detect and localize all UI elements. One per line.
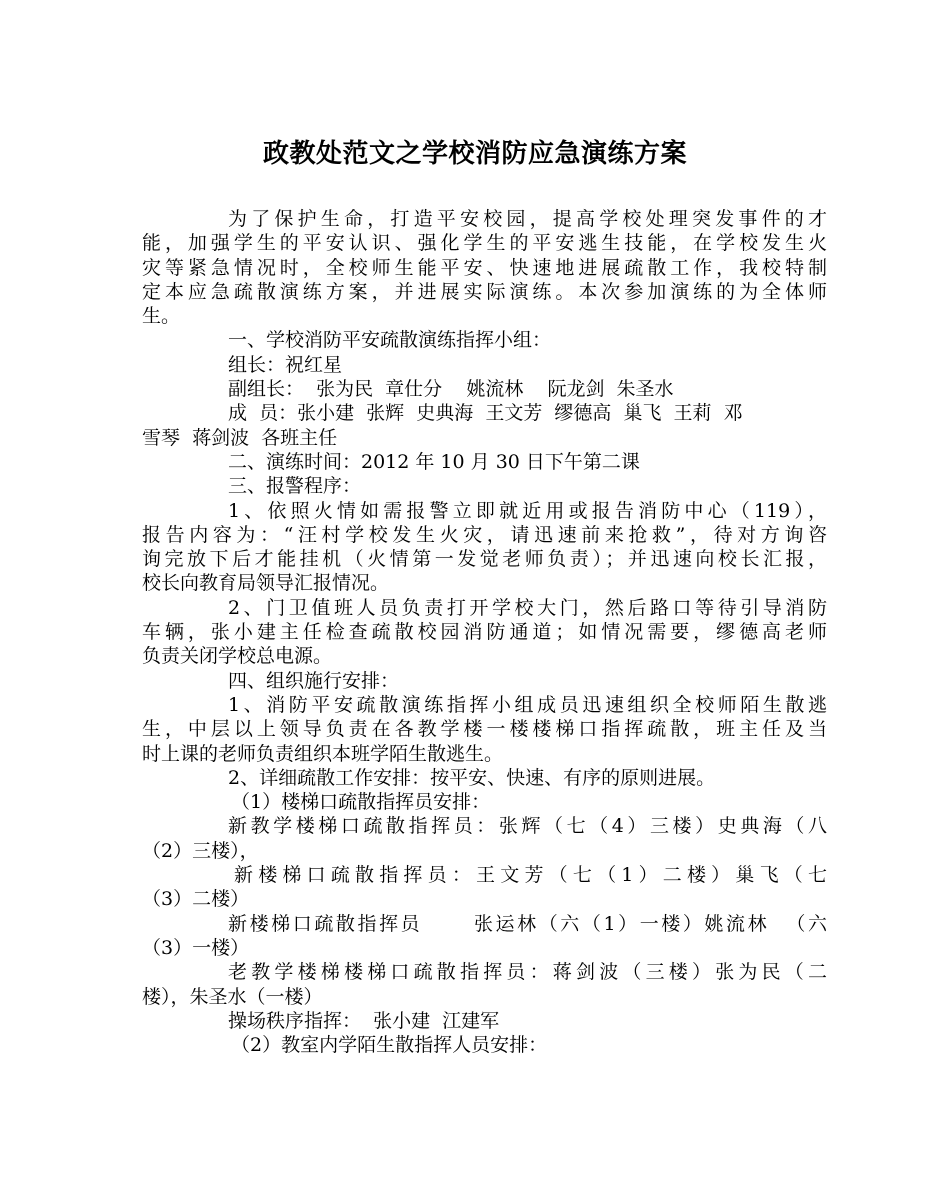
text-line: 老教学楼梯楼梯口疏散指挥员：蒋剑波（三楼）张为民（二 (228, 961, 827, 984)
document-title: 政教处范文之学校消防应急演练方案 (262, 139, 687, 169)
text-line: 校长向教育局领导汇报情况。 (142, 572, 390, 595)
text-line: 负责关闭学校总电源。 (142, 645, 333, 668)
text-line: 能，加强学生的平安认识、强化学生的平安逃生技能，在学校发生火 (142, 232, 827, 255)
text-line: 楼），朱圣水（一楼） (142, 985, 323, 1008)
text-line: 新楼梯口疏散指挥员：王文芳（七（1）二楼）巢飞（七 (234, 864, 827, 887)
text-line: 生，中层以上领导负责在各教学楼一楼楼梯口指挥疏散，班主任及当 (142, 718, 827, 741)
text-line: 灾等紧急情况时，全校师生能平安、快速地进展疏散工作，我校特制 (142, 256, 827, 279)
text-line: （2）三楼）， (142, 839, 259, 862)
section-heading: 四、组织施行安排： (228, 669, 400, 692)
text-line: 1、消防平安疏散演练指挥小组成员迅速组织全校师陌生散逃 (228, 693, 827, 716)
text-line: 成 员：张小建 张辉 史典海 王文芳 缪德高 巢飞 王莉 邓 (228, 402, 743, 425)
text-line: （3）二楼） (142, 888, 250, 911)
section-heading: 二、演练时间：2012 年 10 月 30 日下午第二课 (228, 450, 640, 473)
subsection-heading: （2）教室内学陌生散指挥人员安排： (231, 1034, 548, 1057)
text-line: （3）一楼） (142, 936, 250, 959)
document-body (142, 207, 827, 1057)
text-line: 报告内容为：“汪村学校发生火灾，请迅速前来抢救”，待对方询咨 (142, 523, 827, 546)
text-line: 询完放下后才能挂机（火情第一发觉老师负责）；并迅速向校长汇报， (142, 548, 827, 571)
text-line: 生。 (142, 305, 181, 328)
text-line: 为了保护生命，打造平安校园，提高学校处理突发事件的才 (228, 208, 827, 230)
text-line: 车辆，张小建主任检查疏散校园消防通道；如情况需要，缪德高老师 (142, 621, 827, 644)
text-line: 雪琴 蒋剑波 各班主任 (142, 426, 338, 449)
section-heading: 三、报警程序： (228, 475, 362, 498)
subsection-heading: （1）楼梯口疏散指挥员安排： (231, 791, 491, 814)
text-line: 新教学楼梯口疏散指挥员：张辉（七（4）三楼）史典海（八 (228, 815, 827, 838)
text-line: 时上课的老师负责组织本班学陌生散逃生。 (142, 742, 504, 765)
section-heading: 一、学校消防平安疏散演练指挥小组： (228, 329, 552, 352)
text-line: 2、门卫值班人员负责打开学校大门，然后路口等待引导消防 (228, 596, 827, 619)
text-line: 操场秩序指挥： 张小建 江建军 (228, 1009, 500, 1032)
text-line: 1、依照火情如需报警立即就近用或报告消防中心（119）， (228, 499, 827, 522)
text-line: 定本应急疏散演练方案，并进展实际演练。本次参加演练的为全体师 (142, 280, 827, 303)
text-line: 新楼梯口疏散指挥员 张运林（六（1）一楼）姚流林 （六 (228, 912, 827, 935)
text-line: 副组长： 张为民 章仕分 姚流林 阮龙剑 朱圣水 (228, 378, 674, 401)
text-line: 2、详细疏散工作安排：按平安、快速、有序的原则进展。 (228, 766, 716, 789)
text-line: 组长：祝红星 (228, 353, 343, 376)
